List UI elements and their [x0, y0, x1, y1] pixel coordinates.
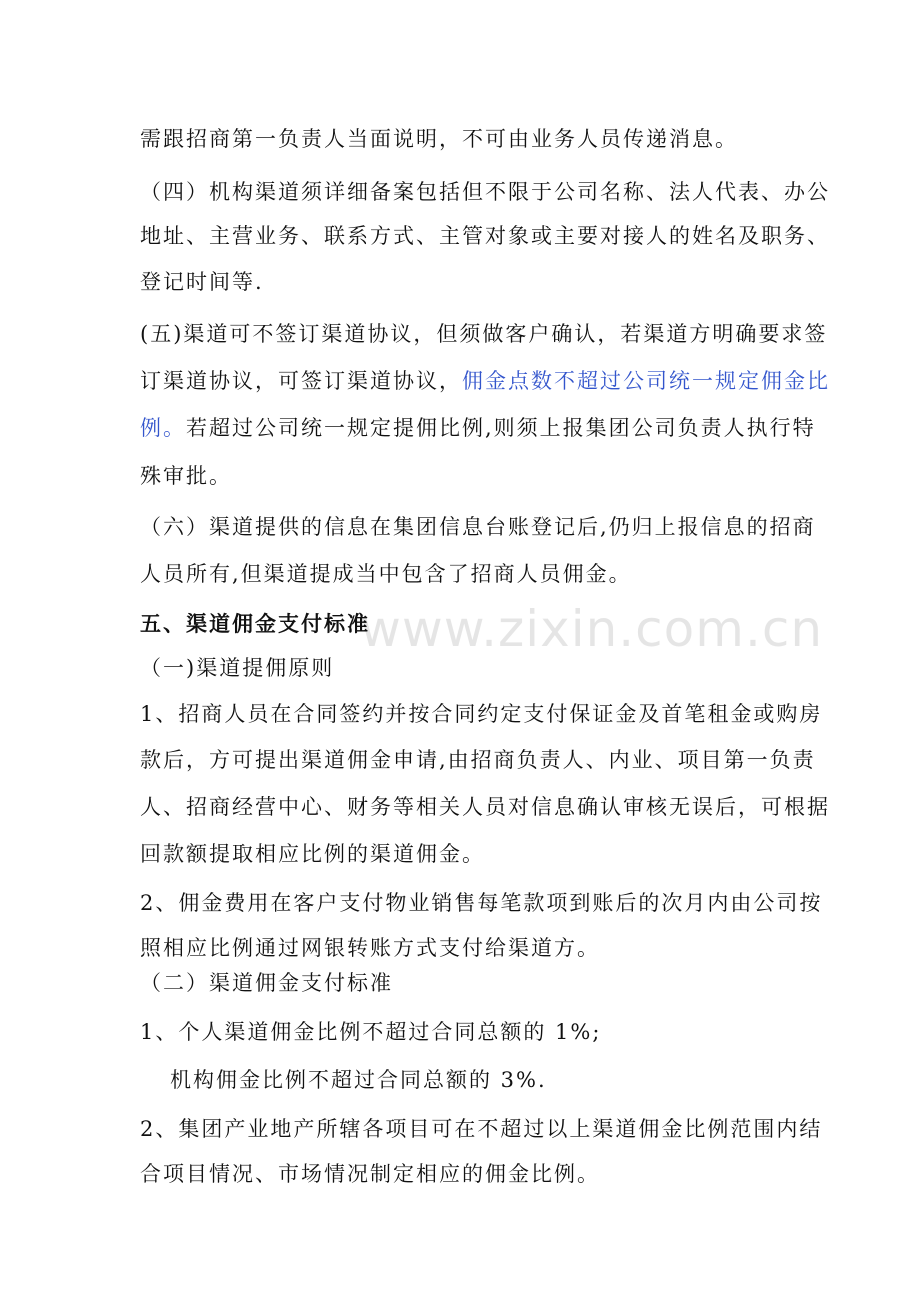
- subsection-heading: （一)渠道提佣原则: [140, 656, 335, 680]
- paragraph-line: 人、招商经营中心、财务等相关人员对信息确认审核无误后，可根据: [140, 795, 830, 819]
- paragraph-line: 登记时间等.: [140, 270, 264, 294]
- paragraph-line: 2、集团产业地产所辖各项目可在不超过以上渠道佣金比例范围内结: [140, 1117, 823, 1141]
- paragraph-line: 需跟招商第一负责人当面说明，不可由业务人员传递消息。: [140, 127, 738, 151]
- paragraph-line: 2、佣金费用在客户支付物业销售每笔款项到账后的次月内由公司按: [140, 891, 823, 915]
- paragraph-line: 1、招商人员在合同签约并按合同约定支付保证金及首笔租金或购房: [140, 702, 823, 726]
- paragraph-line: [140, 365, 830, 395]
- paragraph-line: 回款额提取相应比例的渠道佣金。: [140, 842, 485, 866]
- watermark: www.zixin.com.cn: [360, 600, 824, 658]
- section-heading: 五、渠道佣金支付标准: [140, 612, 370, 636]
- paragraph-line: 地址、主营业务、联系方式、主管对象或主要对接人的姓名及职务、: [140, 224, 830, 248]
- subsection-heading: （二）渠道佣金支付标准: [140, 971, 393, 995]
- paragraph-line: 人员所有,但渠道提成当中包含了招商人员佣金。: [140, 562, 632, 586]
- paragraph-line: 殊审批。: [140, 464, 232, 488]
- paragraph-line: (五)渠道可不签订渠道协议，但须做客户确认，若渠道方明确要求签: [140, 322, 828, 346]
- paragraph-line: （四）机构渠道须详细备案包括但不限于公司名称、法人代表、办公: [140, 180, 830, 204]
- paragraph-line: 1、个人渠道佣金比例不超过合同总额的 1%;: [140, 1020, 602, 1044]
- paragraph-line: 合项目情况、市场情况制定相应的佣金比例。: [140, 1162, 600, 1186]
- paragraph-line: 款后，方可提出渠道佣金申请,由招商负责人、内业、项目第一负责: [140, 748, 816, 772]
- highlighted-text: 佣金点数不超过公司统一规定佣金比: [462, 369, 830, 393]
- paragraph-line: [140, 412, 816, 442]
- paragraph-line: 机构佣金比例不超过合同总额的 3%.: [170, 1068, 547, 1092]
- highlighted-text: 例。: [140, 416, 186, 440]
- paragraph-line: 照相应比例通过网银转账方式支付给渠道方。: [140, 936, 600, 960]
- text-segment: 若超过公司统一规定提佣比例,则须上报集团公司负责人执行特: [186, 416, 816, 440]
- paragraph-line: （六）渠道提供的信息在集团信息台账登记后,仍归上报信息的招商: [140, 515, 816, 539]
- text-segment: 订渠道协议，可签订渠道协议，: [140, 369, 462, 393]
